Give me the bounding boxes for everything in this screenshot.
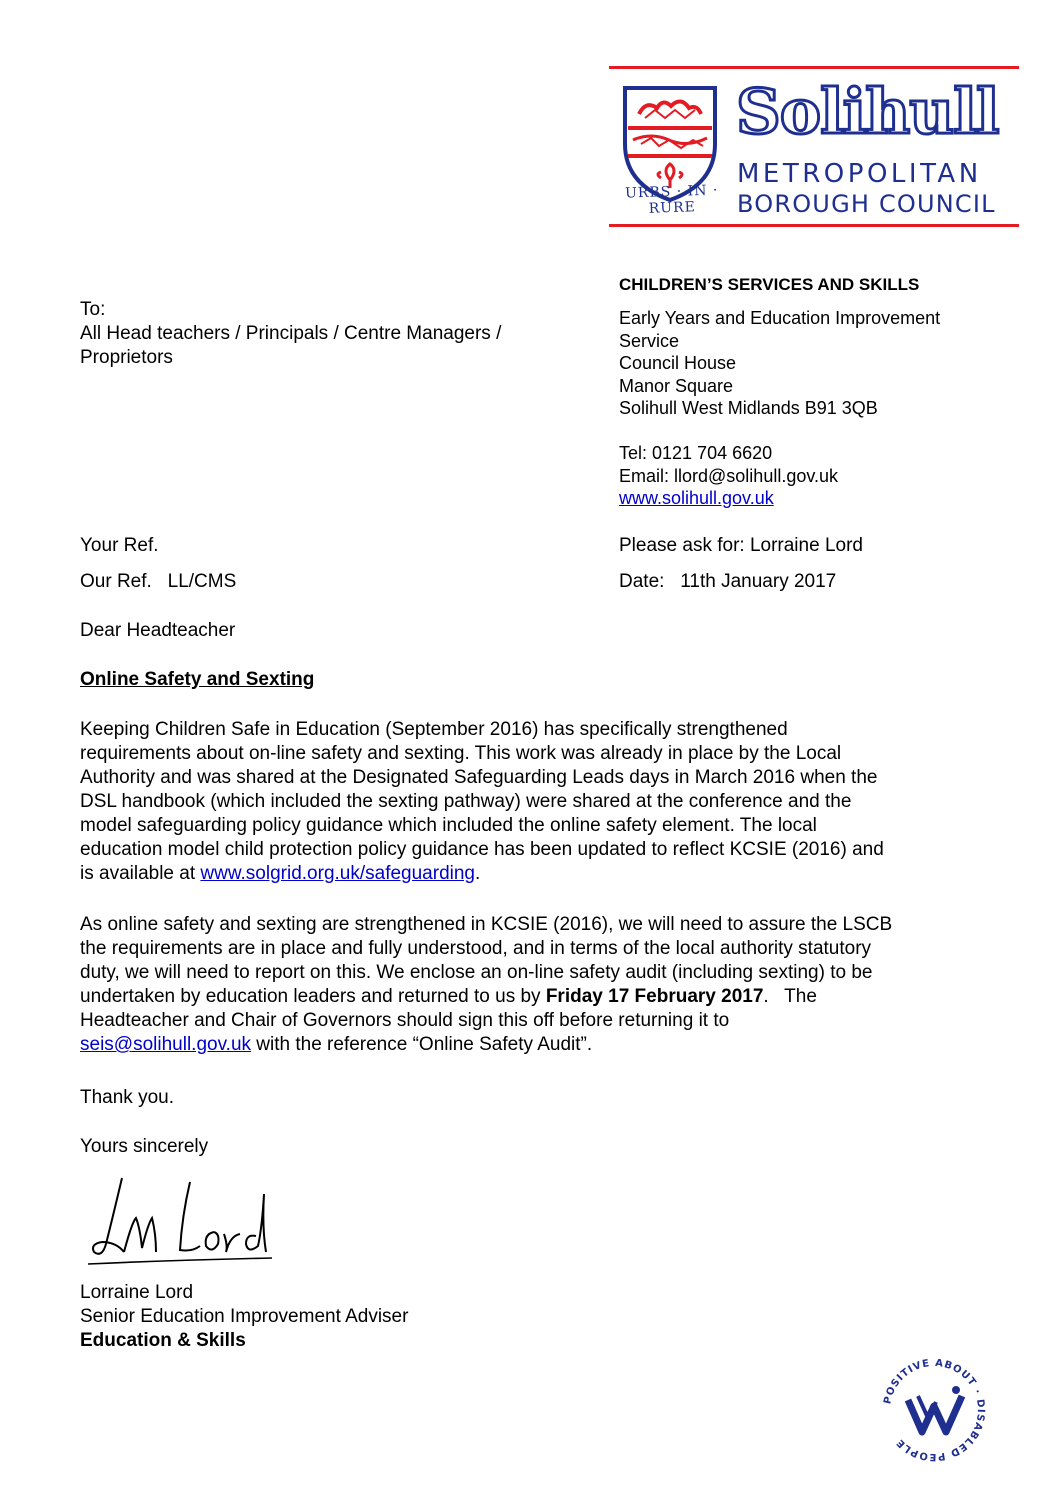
council-name-line1: METROPOLITAN bbox=[737, 159, 982, 189]
paragraph-line: Keeping Children Safe in Education (September 2016) has specifically strengthened bbox=[80, 719, 788, 740]
logo-bottom-rule bbox=[609, 224, 1019, 227]
paragraph-line: model safeguarding policy guidance which included the online safety element. The local bbox=[80, 815, 817, 836]
paragraph-text: is available at bbox=[80, 863, 201, 884]
sender-address bbox=[619, 307, 1039, 510]
recipient-block bbox=[80, 298, 600, 370]
deadline-date: Friday 17 February 2017 bbox=[545, 986, 764, 1007]
paragraph-1 bbox=[80, 718, 1010, 886]
paragraph-line: requirements about on-line safety and sexting. This work was already in place by the Local bbox=[80, 743, 842, 764]
paragraph-line: Authority and was shared at the Designated Safeguarding Leads days in March 2016 when the bbox=[80, 767, 878, 788]
salutation: Dear Headteacher bbox=[80, 620, 236, 641]
paragraph-line: DSL handbook (which included the sexting pathway) were shared at the conference and the bbox=[80, 791, 852, 812]
solgrid-safeguarding-link[interactable]: www.solgrid.org.uk/safeguarding bbox=[200, 863, 475, 884]
signatory-unit: Education & Skills bbox=[80, 1330, 246, 1351]
signatory-title: Senior Education Improvement Adviser bbox=[80, 1306, 409, 1327]
paragraph-text: . The bbox=[763, 986, 817, 1007]
recipients-line: All Head teachers / Principals / Centre Managers / bbox=[80, 323, 502, 344]
department-name: CHILDREN’S SERVICES AND SKILLS bbox=[619, 275, 920, 294]
please-ask-for: Please ask for: Lorraine Lord bbox=[619, 535, 863, 556]
seis-email-link[interactable]: seis@solihull.gov.uk bbox=[80, 1034, 252, 1055]
signatory-name: Lorraine Lord bbox=[80, 1282, 194, 1303]
our-ref: Our Ref. LL/CMS bbox=[80, 571, 237, 592]
paragraph-line: duty, we will need to report on this. We enclose an on-line safety audit (including sexting) to be bbox=[80, 962, 873, 983]
address-line: Service bbox=[619, 330, 680, 351]
paragraph-line: Headteacher and Chair of Governors should sign this off before returning it to bbox=[80, 1010, 730, 1031]
positive-about-disabled-people-icon bbox=[880, 1356, 988, 1464]
sender-block bbox=[619, 274, 1039, 510]
paragraph-line: the requirements are in place and fully understood, and in terms of the local authority statutory bbox=[80, 938, 872, 959]
address-line: Early Years and Education Improvement bbox=[619, 308, 941, 328]
signatory-block bbox=[80, 1281, 408, 1353]
paragraph-line: education model child protection policy guidance has been updated to reflect KCSIE (2016) and bbox=[80, 839, 884, 860]
to-label: To: bbox=[80, 299, 106, 320]
paragraph-line: As online safety and sexting are strengthened in KCSIE (2016), we will need to assure the LSCB bbox=[80, 914, 893, 935]
paragraph-line bbox=[80, 863, 480, 884]
logo-top-rule bbox=[609, 66, 1019, 69]
address-line: Council House bbox=[619, 353, 737, 374]
council-name-line2: BOROUGH COUNCIL bbox=[737, 190, 996, 218]
recipients-line: Proprietors bbox=[80, 347, 173, 368]
your-ref: Your Ref. bbox=[80, 535, 159, 556]
sender-telephone: Tel: 0121 704 6620 bbox=[619, 442, 773, 463]
council-name-wordmark: Solihull bbox=[736, 75, 999, 148]
paragraph-line bbox=[80, 1034, 592, 1055]
sender-email: Email: llord@solihull.gov.uk bbox=[619, 465, 839, 486]
badge-text: POSITIVE ABOUT · DISABLED PEOPLE bbox=[882, 1357, 987, 1463]
thank-you: Thank you. bbox=[80, 1087, 174, 1108]
handwritten-signature bbox=[86, 1172, 286, 1267]
council-logo bbox=[609, 66, 1019, 230]
address-line: Manor Square bbox=[619, 375, 734, 396]
paragraph-2 bbox=[80, 913, 1010, 1057]
letter-date: Date: 11th January 2017 bbox=[619, 571, 837, 592]
paragraph-line bbox=[80, 986, 817, 1007]
paragraph-text: . bbox=[475, 863, 481, 884]
closing: Yours sincerely bbox=[80, 1136, 209, 1157]
paragraph-text: with the reference “Online Safety Audit”. bbox=[251, 1034, 593, 1055]
subject-heading: Online Safety and Sexting bbox=[80, 669, 315, 690]
paragraph-text: undertaken by education leaders and returned to us by bbox=[80, 986, 546, 1007]
website-link[interactable]: www.solihull.gov.uk bbox=[619, 488, 774, 509]
address-line: Solihull West Midlands B91 3QB bbox=[619, 398, 878, 419]
council-motto: URBS · IN · RURE bbox=[624, 182, 719, 217]
